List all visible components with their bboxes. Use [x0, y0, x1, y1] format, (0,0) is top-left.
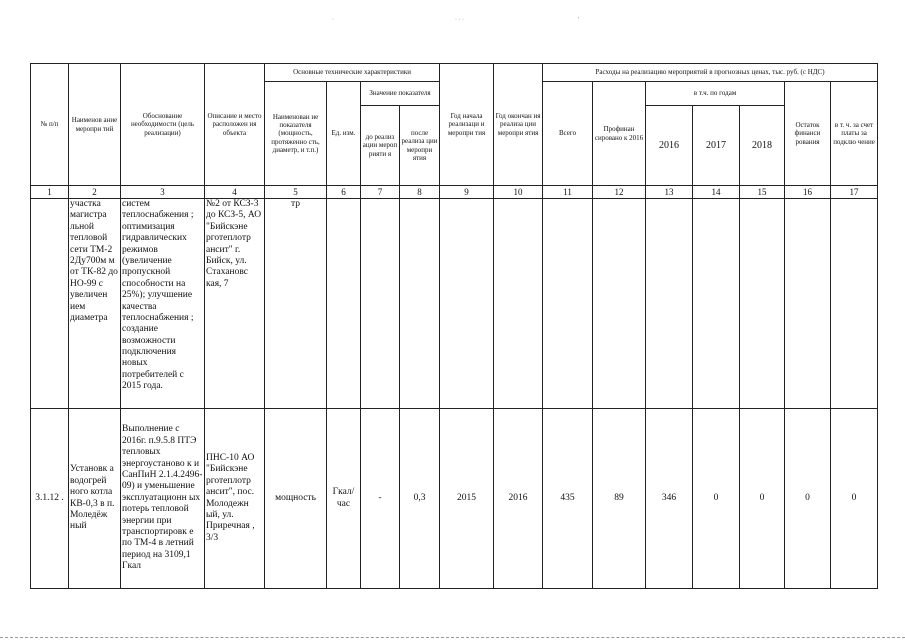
header-after: после реализа ции меропри ятия — [400, 106, 440, 186]
cell-name: участка магистра льной тепловой сети ТМ-2 2Ду700м м от ТК-82 до НО-99 с увеличен ием диаметра — [69, 199, 121, 409]
header-year-2017: 2017 — [693, 106, 740, 186]
column-number: 6 — [327, 186, 361, 199]
column-number: 15 — [740, 186, 785, 199]
header-group-costs: Расходы на реализацию мероприятий в прогнозных ценах, тыс. руб. (с НДС) — [543, 64, 878, 82]
column-number: 7 — [361, 186, 400, 199]
cell-end — [494, 199, 543, 409]
header-group-years: в т.ч. по годам — [646, 82, 785, 106]
cell-payment: 0 — [831, 409, 878, 589]
cell-financed — [593, 199, 646, 409]
cell-total: 435 — [543, 409, 593, 589]
cell-financed: 89 — [593, 409, 646, 589]
column-number: 13 — [646, 186, 693, 199]
header-remaining: Остаток финанси рования — [785, 82, 831, 186]
column-number: 8 — [400, 186, 440, 199]
header-start-year: Год начала реализаци и меропри тия — [440, 64, 494, 186]
header-end-year: Год окончан ия реализа ции меропри ятия — [494, 64, 543, 186]
column-number: 1 — [31, 186, 69, 199]
header-desc: Описание и место расположен ия объекта — [205, 64, 265, 186]
cell-unit — [327, 199, 361, 409]
scan-speck: ' — [578, 17, 580, 23]
cell-no: 3.1.12 . — [31, 409, 69, 589]
cell-before: - — [361, 409, 400, 589]
column-number: 9 — [440, 186, 494, 199]
column-number: 17 — [831, 186, 878, 199]
cell-payment — [831, 199, 878, 409]
column-number: 11 — [543, 186, 593, 199]
table-row — [31, 199, 878, 409]
column-number: 2 — [69, 186, 121, 199]
column-number-row — [31, 186, 878, 199]
cell-after: 0,3 — [400, 409, 440, 589]
scan-speck: · · · — [455, 17, 464, 23]
table-row — [31, 409, 878, 589]
cell-2018: 0 — [740, 409, 785, 589]
cell-end: 2016 — [494, 409, 543, 589]
cell-unit: Гкал/ час — [327, 409, 361, 589]
header-param: Наименован ие показателя (мощность, протяженно сть, диаметр, и т.п.) — [265, 82, 327, 186]
header-before: до реализ ации мероп рияти я — [361, 106, 400, 186]
page-edge-line — [0, 637, 905, 638]
scan-speck: · — [332, 17, 334, 23]
cell-before — [361, 199, 400, 409]
cell-desc: ПНС-10 АО "Бийскэне рготеплотр ансит", пос. Молодежн ый, ул. Приречная , 3/3 — [205, 409, 265, 589]
cell-reason: Выполнение с 2016г. п.9.5.8 ПТЭ тепловых энергоустаново к и СанПиН 2.1.4.2496-09) и уменьшение эксплуатационн ых потерь тепловой энергии при транспортировк е по ТМ-4 в летний период на 3109,1 Гкал — [121, 409, 205, 589]
header-financed: Профинан сировано к 2016 — [593, 82, 646, 186]
cell-total — [543, 199, 593, 409]
column-number: 5 — [265, 186, 327, 199]
cell-2016 — [646, 199, 693, 409]
column-number: 12 — [593, 186, 646, 199]
cell-no — [31, 199, 69, 409]
cell-after — [400, 199, 440, 409]
cell-reason: систем теплоснабжения ; оптимизация гидравлических режимов (увеличение пропускной способности на 25%); улучшение качества теплоснабжения ; создание возможности подключения новых потребителей с 2015 года. — [121, 199, 205, 409]
cell-remaining — [785, 199, 831, 409]
header-group-tech: Основные технические характеристики — [265, 64, 440, 82]
header-no: № п/п — [31, 64, 69, 186]
header-group-value: Значение показателя — [361, 82, 440, 106]
column-number: 3 — [121, 186, 205, 199]
header-payment: в т. ч. за счет платы за подклю чение — [831, 82, 878, 186]
cell-2016: 346 — [646, 409, 693, 589]
header-unit: Ед. изм. — [327, 82, 361, 186]
cell-param: тр — [265, 199, 327, 409]
column-number: 14 — [693, 186, 740, 199]
cell-remaining: 0 — [785, 409, 831, 589]
cell-2018 — [740, 199, 785, 409]
header-year-2018: 2018 — [740, 106, 785, 186]
cell-2017: 0 — [693, 409, 740, 589]
cell-desc: №2 от КСЗ-3 до КСЗ-5, АО "Бийскэне рготеплотр ансит" г. Бийск, ул. Стахановс кая, 7 — [205, 199, 265, 409]
cell-param: мощность — [265, 409, 327, 589]
header-name: Наименов ание меропри тий — [69, 64, 121, 186]
header-year-2016: 2016 — [646, 106, 693, 186]
column-number: 4 — [205, 186, 265, 199]
header-total: Всего — [543, 82, 593, 186]
cell-start — [440, 199, 494, 409]
investment-program-table — [30, 63, 878, 589]
cell-name: Установк а водогрей ного котла КВ-0,3 в п. Моледёж ный — [69, 409, 121, 589]
header-reason: Обоснование необходимости (цель реализации) — [121, 64, 205, 186]
cell-2017 — [693, 199, 740, 409]
cell-start: 2015 — [440, 409, 494, 589]
column-number: 16 — [785, 186, 831, 199]
column-number: 10 — [494, 186, 543, 199]
